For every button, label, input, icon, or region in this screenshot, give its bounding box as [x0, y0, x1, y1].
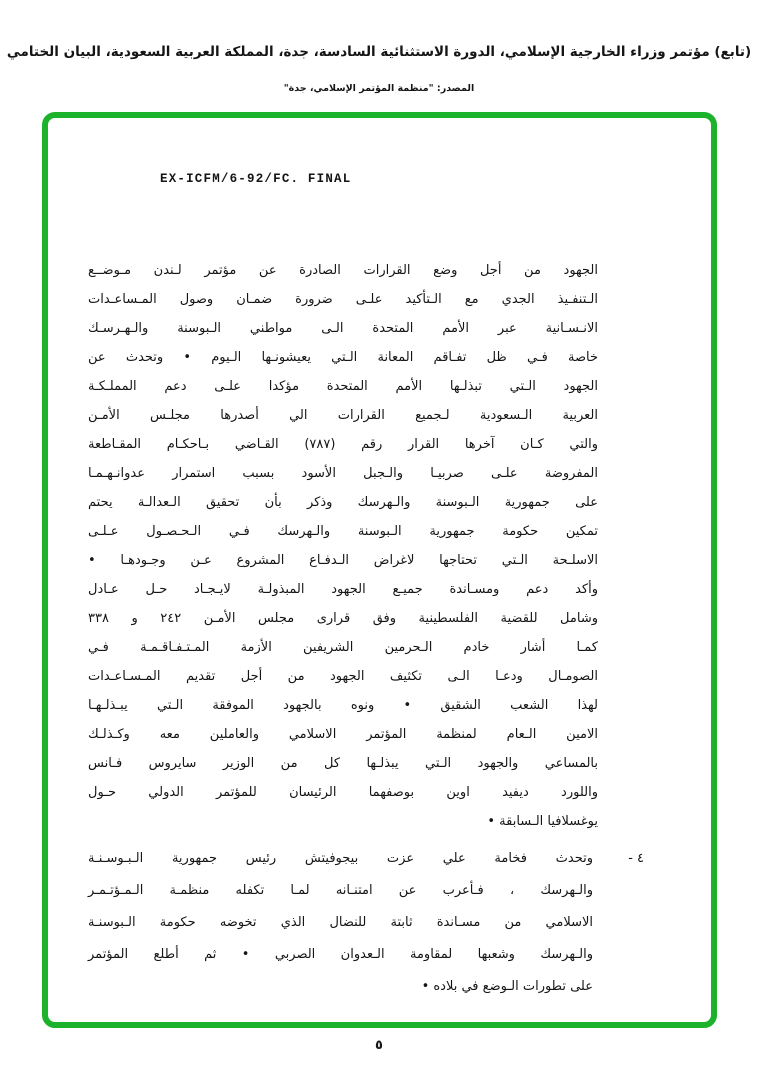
body-paragraph [88, 256, 598, 836]
paragraph-line: المفروضة علـى صربيـا والـجبل الأسود بسبب استمرار عدوانـهـمـا [88, 466, 598, 481]
page-title: (تابع) مؤتمر وزراء الخارجية الإسلامي، الدورة الاستثنائية السادسة، جدة، المملكة العربية السعودية، البيان الختامي [6, 44, 752, 60]
paragraph-line: الانـسـانية عبر الأمم المتحدة الـى مواطني الـبوسنة والـهـرسـك [88, 321, 598, 336]
paragraph-line: وأكد دعم ومسـاندة جميـع الجهود المبذولـة لايـجـاد حـل عـادل [88, 582, 598, 597]
paragraph-line: العربية الـسعودية لـجميع القرارات الي أصدرها مجلـس الأمـن [88, 408, 598, 423]
paragraph-line: والـهرسك وشعبها لمقاومة الـعدوان الصربي • ثم أطلع المؤتمر [88, 947, 593, 962]
paragraph-line: الـتنفـيذ الجدي مع الـتأكيد علـى ضرورة ضمـان وصول المـساعـدات [88, 292, 598, 307]
paragraph-line: والتي كـان آخرها القرار رقم (٧٨٧) القـاضي بـاحكـام المقـاطعة [88, 437, 598, 452]
item-number-marker: ٤ - [628, 851, 644, 866]
document-reference: EX-ICFM/6-92/FC. FINAL [160, 172, 352, 186]
paragraph-line: الصومـال ودعـا الـى تكثيف الجهود من أجل تقديم المـسـاعـدات [88, 669, 598, 684]
paragraph-line: الجهود من أجل وضع القرارات الصادرة عن مؤتمر لـندن مـوضــع [88, 263, 598, 278]
paragraph-line: الاسلامي من مسـاندة ثابتة للنضال الذي تخوضه حكومة الـبوسنـة [88, 915, 593, 930]
paragraph-line: بالمساعي والجهود الـتي يبذلـها كل من الوزير سايروس فـانس [88, 756, 598, 771]
paragraph-line: على جمهورية الـبوسنة والـهرسك وذكر بأن تحقيق الـعدالـة يحتم [88, 495, 598, 510]
paragraph-line: لهذا الشعب الشقيق • ونوه بالجهود الموفقة الـتي يبـذلـهـا [88, 698, 598, 713]
paragraph-line: وشامل للقضية الفلسطينية وفق قرارى مجلس الأمـن ٢٤٢ و ٣٣٨ [88, 611, 598, 626]
paragraph-line: واللورد ديفيد اوين بوصفهما الرئيسان للمؤتمر الدولي حـول [88, 785, 598, 800]
paragraph-line: على تطورات الـوضع في بلاده • [421, 979, 593, 994]
source-line: المصدر: "منظمة المؤتمر الإسلامي، جدة" [283, 83, 475, 94]
paragraph-line: يوغسلافيا الـسابقة • [487, 814, 598, 829]
paragraph-line: خاصة فـي ظل تفـاقم المعانة الـتي يعيشونـها الـيوم • وتحدث عن [88, 350, 598, 365]
paragraph-line: وتحدث فخامة علي عزت بيجوفيتش رئيس جمهورية الـبـوسـنـة [88, 851, 593, 866]
paragraph-line: الامين الـعام لمنظمة المؤتمر الاسلامي والعاملين معه وكـذلـك [88, 727, 598, 742]
paragraph-line: كمـا أشار خادم الـحرمين الشريفين الأزمة المـتـفـاقـمـة فـي [88, 640, 598, 655]
paragraph-line: الاسلـحة الـتي تحتاجها لاغراض الـدفـاع المشروع عـن وجـودهـا • [88, 553, 598, 568]
paragraph-line: والـهرسك ، فـأعرب عن امتنـانه لمـا تكفله منظمـة الـمـؤتـمـر [88, 883, 593, 898]
page-number: ٥ [375, 1038, 383, 1053]
paragraph-line: تمكين حكومة جمهورية الـبوسنة والـهرسك فـي الـحـصـول عـلـى [88, 524, 598, 539]
item-4-paragraph [88, 843, 593, 1003]
paragraph-line: الجهود الـتي تبذلـها الأمم المتحدة مؤكدا علـى دعم المملـكـة [88, 379, 598, 394]
